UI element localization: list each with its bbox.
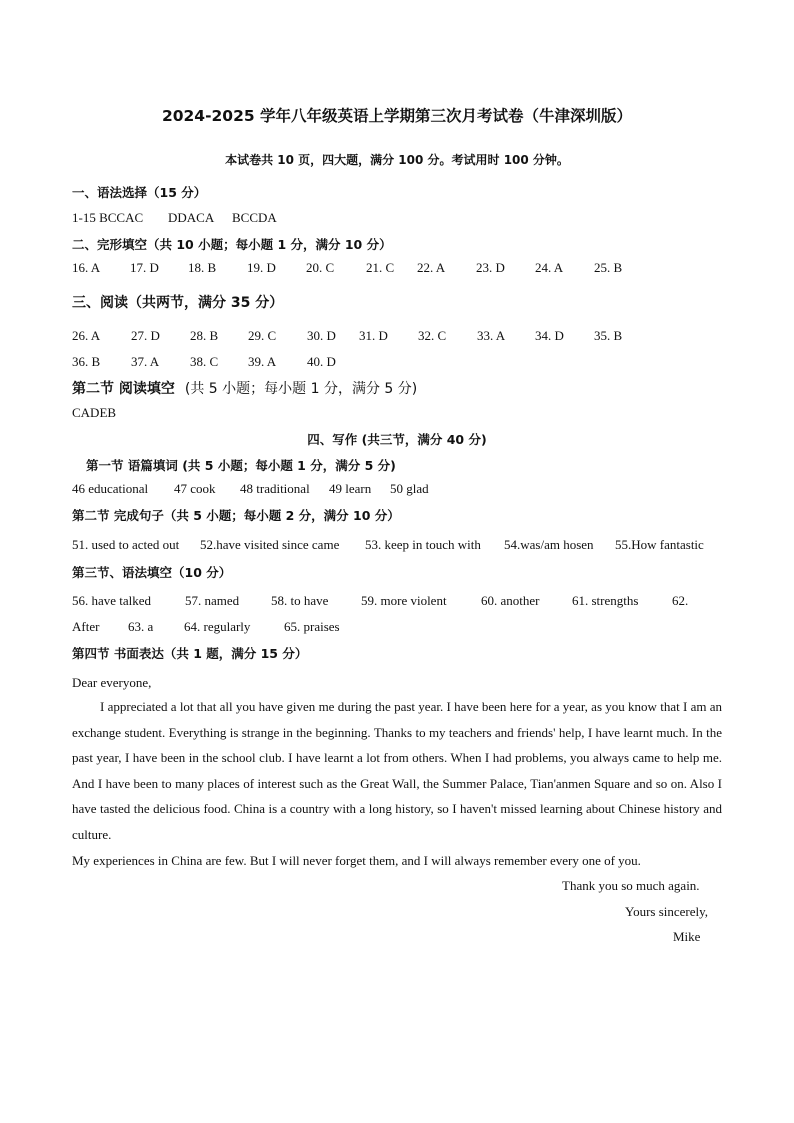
answer-item: 61. strengths [572, 593, 639, 608]
answer-item: 65. praises [284, 619, 340, 634]
answer-item: 30. D [307, 328, 336, 343]
answer-item: 33. A [477, 328, 506, 343]
answer-item: 39. A [248, 354, 277, 369]
answer-item: 63. a [128, 619, 154, 634]
answer-item: 36. B [72, 354, 101, 369]
answer-item: 56. have talked [72, 593, 152, 608]
answer-item: 60. another [481, 593, 540, 608]
letter-signoff: Yours sincerely, [625, 904, 709, 919]
part3-section2-answer: CADEB [72, 405, 117, 420]
answer-item: 62. [672, 593, 689, 608]
part4-section4-heading: 第四节 书面表达（共 1 题，满分 15 分） [72, 646, 308, 661]
answer-item: After [72, 619, 100, 634]
answer-item: 32. C [418, 328, 447, 343]
letter-greeting: Dear everyone, [72, 675, 152, 690]
answer-item: 64. regularly [184, 619, 251, 634]
answer-item: 21. C [366, 260, 395, 275]
answer-item: 51. used to acted out [72, 537, 180, 552]
answer-item: 22. A [417, 260, 446, 275]
answer-group: DDACA [168, 210, 215, 225]
answer-item: 47 cook [174, 481, 216, 496]
answer-item: 18. B [188, 260, 217, 275]
answer-item: 29. C [248, 328, 277, 343]
answer-item: 17. D [130, 260, 159, 275]
answer-item: 49 learn [329, 481, 372, 496]
part4-section1-heading: 第一节 语篇填词 (共 5 小题；每小题 1 分，满分 5 分) [86, 458, 396, 473]
exam-info: 本试卷共 10 页，四大题，满分 100 分。考试用时 100 分钟。 [225, 153, 569, 167]
answer-group: 1-15 BCCAC [72, 210, 144, 225]
section-label: 第二节 阅读填空 [72, 381, 175, 397]
answer-item: 19. D [247, 260, 276, 275]
answer-item: 20. C [306, 260, 335, 275]
answer-item: 48 traditional [240, 481, 310, 496]
section-note: (共 5 小题；每小题 1 分，满分 5 分) [184, 381, 418, 397]
part4-section2-heading: 第二节 完成句子（共 5 小题；每小题 2 分，满分 10 分） [72, 508, 400, 523]
letter-thanks: Thank you so much again. [562, 878, 700, 893]
part4-heading: 四、写作 (共三节，满分 40 分) [307, 432, 487, 447]
answer-item: 52.have visited since came [200, 537, 340, 552]
answer-item: 57. named [185, 593, 240, 608]
answer-item: 26. A [72, 328, 101, 343]
part2-heading: 二、完形填空（共 10 小题；每小题 1 分，满分 10 分） [72, 237, 392, 252]
answer-item: 23. D [476, 260, 505, 275]
letter-paragraph: I appreciated a lot that all you have given me during the past year. I have been here for a year, as you know that I am an exchange student. Everything is strange in the beginning. Thanks to my teachers and friends' help, I have learnt much. In the past year, I have been in the school club. I have learnt a lot from others. When I had problems, you always came to help me. And I have been to many places of interest such as the Great Wall, the Summer Palace, Tian'anmen Square and so on. Also I have tasted the delicious food. China is a country with a long history, so I haven't missed learning about Chinese history and culture. [72, 699, 722, 842]
answer-item: 59. more violent [361, 593, 447, 608]
part4-section3-heading: 第三节、语法填空（10 分） [72, 565, 232, 580]
part3-heading: 三、阅读（共两节，满分 35 分） [72, 295, 284, 311]
answer-item: 16. A [72, 260, 101, 275]
page-title: 2024-2025 学年八年级英语上学期第三次月考试卷（牛津深圳版） [161, 107, 633, 125]
answer-item: 37. A [131, 354, 160, 369]
answer-item: 38. C [190, 354, 219, 369]
answer-item: 58. to have [271, 593, 329, 608]
answer-group: BCCDA [232, 210, 277, 225]
letter-signature: Mike [673, 929, 701, 944]
answer-item: 31. D [359, 328, 388, 343]
answer-item: 27. D [131, 328, 160, 343]
answer-item: 53. keep in touch with [365, 537, 481, 552]
part1-heading: 一、语法选择（15 分） [72, 185, 207, 200]
answer-item: 50 glad [390, 481, 429, 496]
letter-closing-line: My experiences in China are few. But I will never forget them, and I will always remember every one of you. [72, 853, 641, 868]
answer-item: 25. B [594, 260, 623, 275]
answer-item: 28. B [190, 328, 219, 343]
answer-item: 35. B [594, 328, 623, 343]
answer-item: 55.How fantastic [615, 537, 704, 552]
answer-item: 34. D [535, 328, 564, 343]
answer-item: 40. D [307, 354, 336, 369]
answer-item: 54.was/am hosen [504, 537, 594, 552]
answer-item: 46 educational [72, 481, 149, 496]
part3-section2-heading [72, 378, 417, 398]
letter-body [72, 694, 722, 848]
answer-item: 24. A [535, 260, 564, 275]
